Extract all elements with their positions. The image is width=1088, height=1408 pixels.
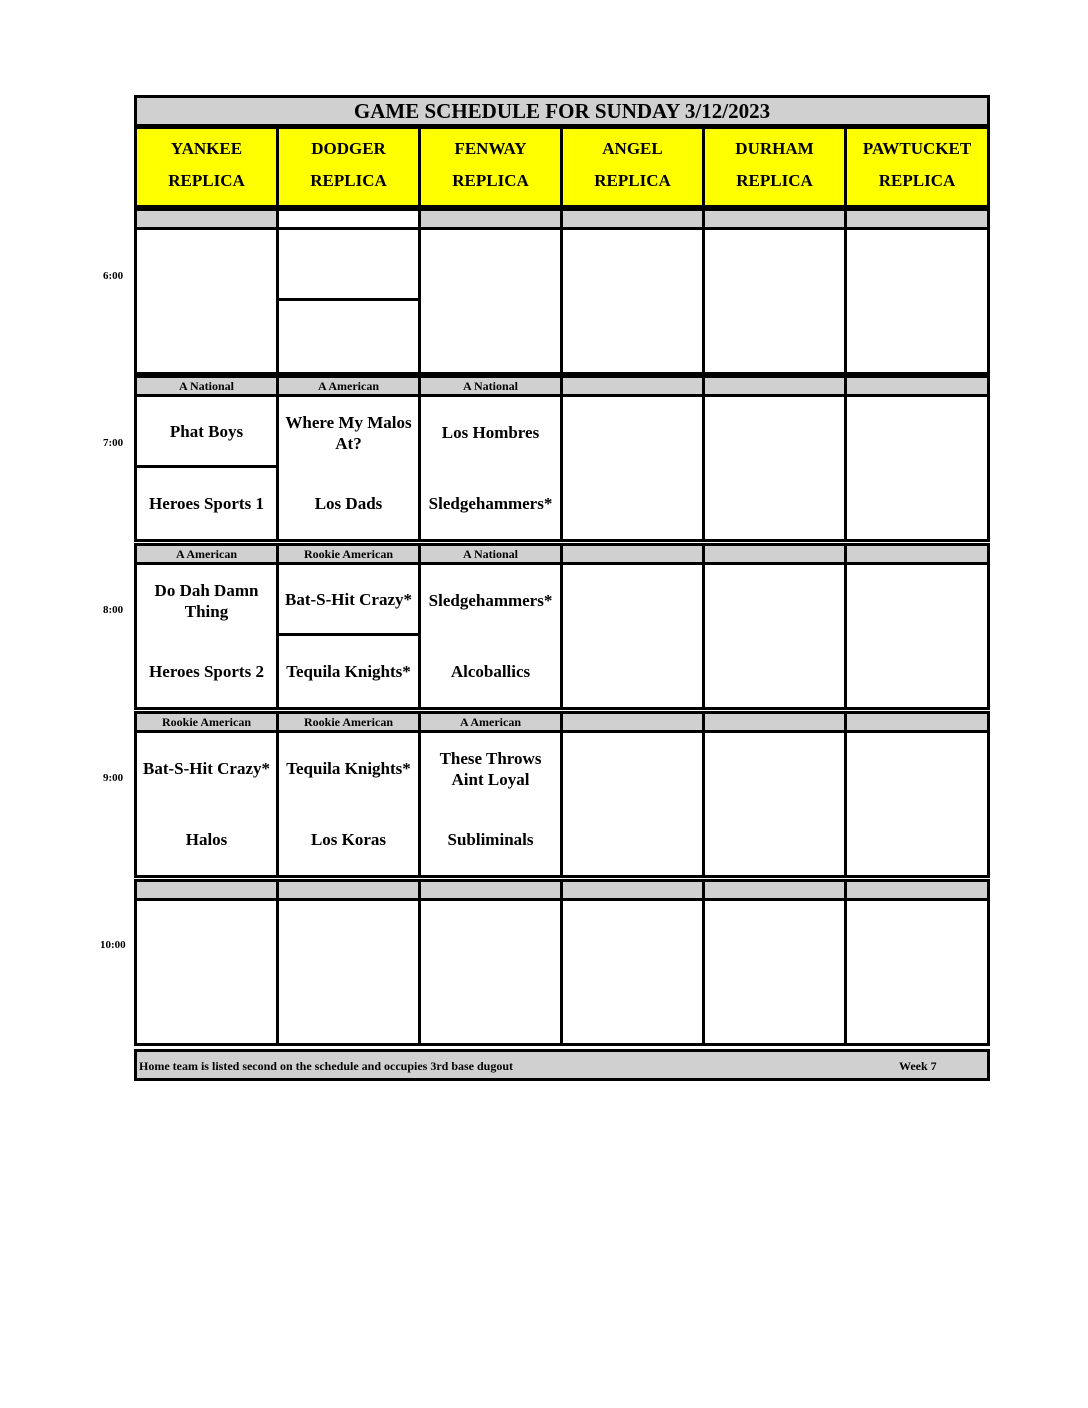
home-team: Tequila Knights* [286,662,411,681]
away-team: These Throws Aint Loyal [439,748,542,789]
field-type: REPLICA [736,171,813,190]
footer-note: Home team is listed second on the schedule and occupies 3rd base dugout [139,1059,514,1073]
game-block [134,898,279,1046]
field-header-durham [702,126,847,208]
game-block [276,394,421,542]
home-team [137,301,276,372]
away-team [847,230,987,301]
home-team [421,301,560,372]
field-name: PAWTUCKET [862,139,972,158]
field-type: REPLICA [452,171,529,190]
field-name: ANGEL [602,139,663,158]
game-block [844,730,990,878]
home-team: Los Koras [310,830,387,849]
game-block [418,227,563,375]
home-team: Los Dads [314,494,383,513]
home-team [847,301,987,372]
game-block [134,562,279,710]
away-team: Do Dah Damn Thing [154,580,259,621]
game-block [134,227,279,375]
away-team [279,230,418,301]
time-label: 8:00 [103,604,124,616]
game-block [844,898,990,1046]
division-label: Rookie American [276,543,421,565]
away-team: Sledgehammers* [428,591,553,610]
game-block [560,394,705,542]
home-team [705,972,844,1043]
field-header-fenway [418,126,563,208]
time-label: 10:00 [100,939,126,951]
field-header-pawtucket [844,126,990,208]
game-block [276,562,421,710]
division-label: A American [276,375,421,397]
field-name: FENWAY [454,139,527,158]
game-block [560,898,705,1046]
game-block [276,898,421,1046]
home-team [847,636,987,707]
game-block [702,898,847,1046]
field-type: REPLICA [594,171,671,190]
game-block [276,730,421,878]
game-block [844,562,990,710]
away-team: Tequila Knights* [286,759,411,778]
schedule-footer [134,1049,990,1081]
game-block [418,730,563,878]
field-header-dodger [276,126,421,208]
schedule-title: GAME SCHEDULE FOR SUNDAY 3/12/2023 [134,95,990,127]
home-team [563,468,702,539]
division-label: Rookie American [134,711,279,733]
away-team: Bat-S-Hit Crazy* [142,759,270,778]
home-team [563,804,702,875]
home-team [279,301,418,372]
home-team [705,468,844,539]
home-team: Heroes Sports 1 [149,494,264,513]
home-team [137,972,276,1043]
division-label: A National [418,375,563,397]
away-team [705,733,844,804]
home-team: Halos [185,830,228,849]
field-header-angel [560,126,705,208]
field-type: REPLICA [168,171,245,190]
home-team: Heroes Sports 2 [149,662,264,681]
home-team [847,972,987,1043]
away-team: Bat-S-Hit Crazy* [279,565,418,636]
away-team [563,733,702,804]
game-block [844,227,990,375]
away-team [705,397,844,468]
away-team [137,230,276,301]
home-team [705,636,844,707]
home-team: Sledgehammers* [428,494,553,513]
away-team: Where My Malos At? [285,412,412,453]
home-team [421,972,560,1043]
game-block [560,730,705,878]
away-team [563,901,702,972]
game-block [560,562,705,710]
week-label: Week 7 [899,1059,937,1073]
time-label: 6:00 [103,270,124,282]
away-team: Los Hombres [441,423,540,442]
division-label: A National [134,375,279,397]
away-team [563,565,702,636]
game-block [418,394,563,542]
game-block [844,394,990,542]
game-block [702,730,847,878]
field-name: DODGER [311,139,386,158]
away-team [421,230,560,301]
field-type: REPLICA [878,171,956,190]
away-team [563,230,702,301]
game-block [702,562,847,710]
away-team [705,565,844,636]
away-team [847,565,987,636]
game-block [560,227,705,375]
home-team [847,468,987,539]
home-team [279,972,418,1043]
home-team [563,301,702,372]
schedule-sheet [134,95,990,1081]
home-team [563,636,702,707]
division-label: A American [134,543,279,565]
time-label: 7:00 [103,437,124,449]
home-team: Alcoballics [450,662,531,681]
field-header-yankee [134,126,279,208]
away-team [847,397,987,468]
away-team [847,733,987,804]
away-team [279,901,418,972]
home-team [705,804,844,875]
game-block [702,394,847,542]
game-block [418,562,563,710]
away-team [847,901,987,972]
away-team [421,901,560,972]
division-label: Rookie American [276,711,421,733]
home-team [705,301,844,372]
game-block [276,227,421,375]
game-block [702,227,847,375]
home-team [847,804,987,875]
home-team: Subliminals [447,830,534,849]
division-label: A American [418,711,563,733]
game-block [418,898,563,1046]
field-name: DURHAM [735,139,814,158]
game-block [134,730,279,878]
division-label: A National [418,543,563,565]
field-type: REPLICA [310,171,387,190]
away-team [137,901,276,972]
away-team [563,397,702,468]
away-team: Phat Boys [137,397,276,468]
time-label: 9:00 [103,772,124,784]
home-team [563,972,702,1043]
away-team [705,901,844,972]
game-block [134,394,279,542]
field-name: YANKEE [170,139,243,158]
away-team [705,230,844,301]
